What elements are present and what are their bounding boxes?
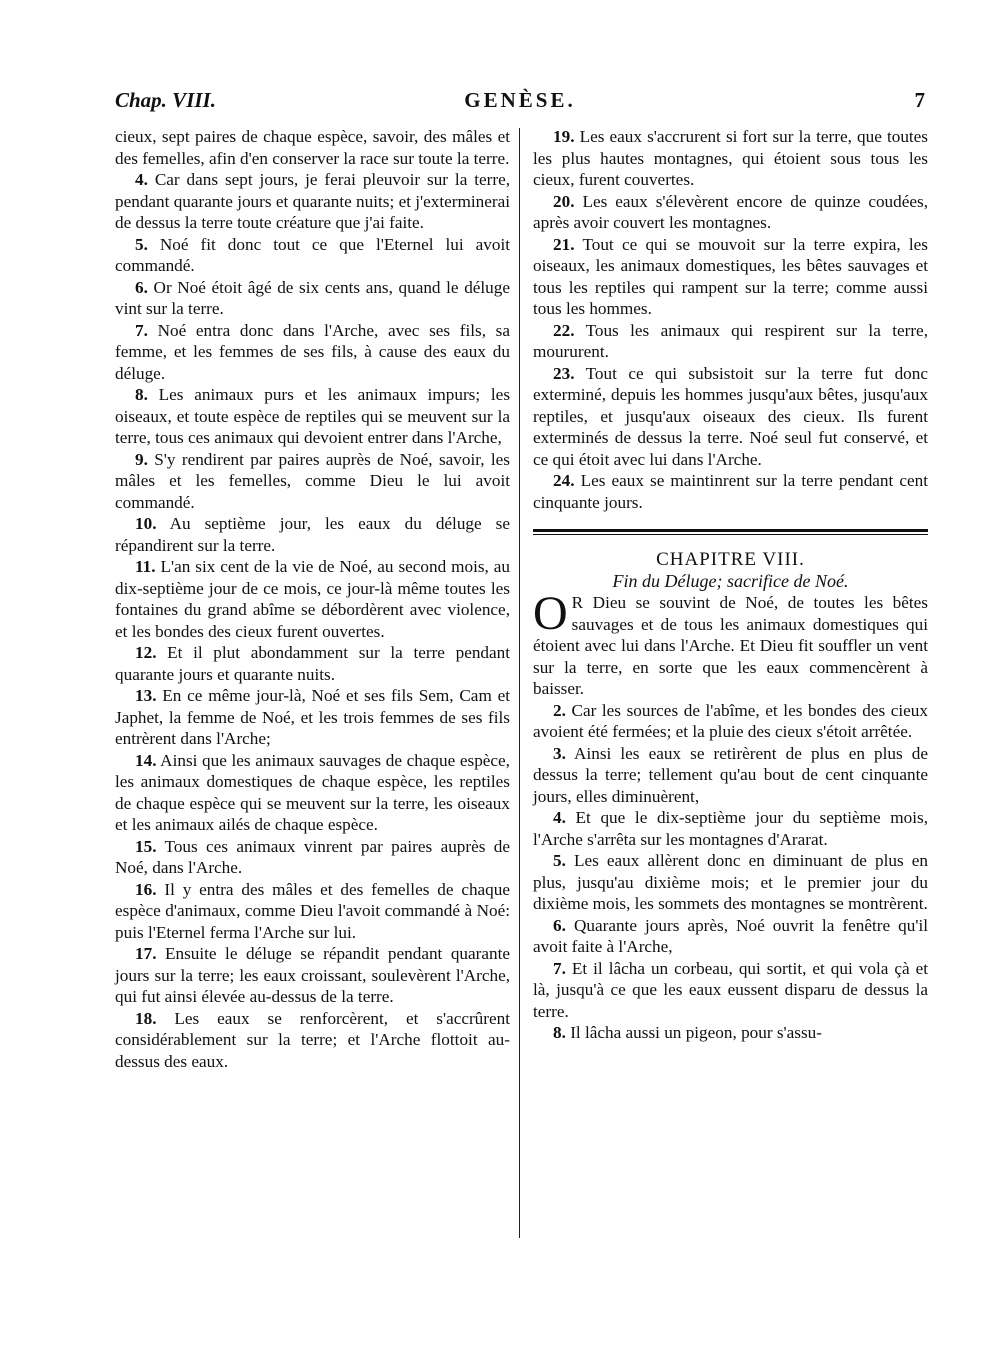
verse-number: 8. bbox=[135, 385, 148, 404]
verse-text: Tous ces animaux vinrent par paires auprès de Noé, dans l'Arche. bbox=[115, 836, 510, 877]
verse-text: Il lâcha aussi un pigeon, pour s'assu- bbox=[570, 1023, 822, 1042]
right-column bbox=[533, 126, 928, 1044]
verse-text: Ensuite le déluge se répandit pendant quarante jours sur la terre; les eaux croissant, soulevèrent l'Arche, qui fut ainsi élevée au-dessus de la terre. bbox=[115, 944, 511, 1006]
verse-v11 bbox=[115, 556, 510, 642]
verse-c8 bbox=[533, 1022, 928, 1044]
verse-text: Les animaux purs et les animaux impurs; les oiseaux, et toute espèce de reptiles qui se meuvent sur la terre, tous ces animaux qui devoient entrer dans l'Arche, bbox=[115, 385, 511, 447]
verse-number: 18. bbox=[135, 1008, 157, 1028]
verse-v24 bbox=[533, 470, 928, 513]
verse-text: Car dans sept jours, je ferai pleuvoir sur la terre, pendant quarante jours et quarante nuits; et j'exterminerai de dessus la terre toute créature que j'ai faite. bbox=[115, 170, 511, 232]
verse-text: Il y entra des mâles et des femelles de chaque espèce d'animaux, comme Dieu l'avoit commandé à Noé: puis l'Eternel ferma l'Arche sur lui. bbox=[115, 879, 511, 942]
chapter-summary: Fin du Déluge; sacrifice de Noé. bbox=[612, 570, 849, 591]
verse-number: 24. bbox=[553, 471, 575, 490]
verse-number: 19. bbox=[553, 127, 575, 146]
column-divider bbox=[519, 128, 520, 1238]
verse-number: 4. bbox=[135, 170, 148, 189]
chapter-separator-rule bbox=[533, 529, 928, 535]
verse-v7 bbox=[115, 320, 510, 385]
verse-text: Ainsi que les animaux sauvages de chaque espèce, les animaux domestiques de chaque espèce, les reptiles de chaque espèce qui se meuvent sur la terre, les oiseaux et les animaux ailés de chaque espèce. bbox=[115, 750, 510, 834]
chapter-running-head: Chap. VIII. bbox=[115, 88, 216, 112]
chapter-title: CHAPITRE VIII. bbox=[656, 549, 805, 570]
verse-text: Ainsi les eaux se retirèrent de plus en plus de dessus la terre; tellement qu'au bout de cent cinquante jours, elles diminuèrent, bbox=[533, 743, 928, 806]
first-verse bbox=[533, 587, 928, 700]
verse-number: 3. bbox=[553, 743, 566, 763]
verse-number: 4. bbox=[553, 808, 566, 827]
verse-c6 bbox=[533, 915, 928, 958]
verse-number: 23. bbox=[553, 363, 575, 383]
book-title: GENÈSE. bbox=[464, 88, 576, 112]
verse-cont bbox=[115, 126, 510, 169]
page-header bbox=[115, 88, 925, 118]
verse-v21 bbox=[533, 234, 928, 320]
verse-c4 bbox=[533, 807, 928, 850]
verse-v5 bbox=[115, 234, 510, 277]
verse-number: 20. bbox=[553, 191, 575, 211]
verse-c2 bbox=[533, 700, 928, 743]
verse-text: S'y rendirent par paires auprès de Noé, savoir, les mâles et les femelles, comme Dieu le lui avoit commandé. bbox=[115, 449, 510, 512]
verse-text: Les eaux allèrent donc en diminuant de plus en plus, jusqu'au dixième mois; et le premier jour du dixième mois, les sommets des montagnes se montrèrent. bbox=[533, 851, 929, 913]
verse-number: 7. bbox=[553, 958, 566, 978]
verse-c7 bbox=[533, 958, 928, 1023]
verse-text: Tous les animaux qui respirent sur la terre, moururent. bbox=[533, 320, 928, 361]
verse-text: Et il plut abondamment sur la terre pendant quarante jours et quarante nuits. bbox=[115, 643, 511, 684]
first-verse-text: R Dieu se souvint de Noé, de toutes les bêtes sauvages et de tous les animaux domestiques qui étoient avec lui dans l'Arche. Et Dieu fit souffler un vent sur la terre, en sorte que les eaux commencèrent à baisser. bbox=[533, 593, 928, 698]
verse-text: Tout ce qui se mouvoit sur la terre expira, les oiseaux, les animaux domestiques, les bêtes sauvages et tous les reptiles qui rampent sur la terre; comme aussi tous les hommes. bbox=[533, 234, 928, 318]
verse-v12 bbox=[115, 642, 510, 685]
drop-cap: O bbox=[533, 587, 568, 640]
verse-number: 5. bbox=[135, 234, 148, 254]
verse-number: 21. bbox=[553, 234, 575, 254]
verse-v13 bbox=[115, 685, 510, 750]
verse-v16 bbox=[115, 879, 510, 944]
verse-text: L'an six cent de la vie de Noé, au second mois, au dix-septième jour de ce mois, ce jour-là même toutes les fontaines du grand abîme se débordèrent avec violence, et les bondes des cieux furent ouvertes. bbox=[115, 557, 511, 641]
verse-number: 8. bbox=[553, 1023, 566, 1042]
verse-v20 bbox=[533, 191, 928, 234]
verse-c5 bbox=[533, 850, 928, 915]
verse-c3 bbox=[533, 743, 928, 808]
verse-v9 bbox=[115, 449, 510, 514]
verse-text: Les eaux se maintinrent sur la terre pendant cent cinquante jours. bbox=[533, 471, 929, 512]
verse-number: 17. bbox=[135, 944, 157, 963]
verse-v18 bbox=[115, 1008, 510, 1073]
verse-text: cieux, sept paires de chaque espèce, savoir, des mâles et des femelles, afin d'en conserver la race sur toute la terre. bbox=[115, 127, 510, 168]
verse-v8 bbox=[115, 384, 510, 449]
verse-v6 bbox=[115, 277, 510, 320]
verse-text: Et que le dix-septième jour du septième mois, l'Arche s'arrêta sur les montagnes d'Ararat. bbox=[533, 808, 928, 849]
verse-text: Les eaux s'accrurent si fort sur la terre, que toutes les plus hautes montagnes, qui étoient sous tous les cieux, furent couvertes. bbox=[533, 127, 929, 189]
verse-v22 bbox=[533, 320, 928, 363]
verse-number: 9. bbox=[135, 449, 148, 469]
verse-number: 14. bbox=[135, 750, 157, 770]
verse-text: Car les sources de l'abîme, et les bondes des cieux avoient été fermées; et la pluie des cieux s'étoit arrêtée. bbox=[533, 700, 928, 741]
verse-number: 15. bbox=[135, 836, 157, 856]
verse-number: 7. bbox=[135, 320, 148, 340]
page-number: 7 bbox=[914, 88, 925, 112]
verse-v19 bbox=[533, 126, 928, 191]
verse-v15 bbox=[115, 836, 510, 879]
verse-text: Au septième jour, les eaux du déluge se répandirent sur la terre. bbox=[115, 514, 510, 555]
verse-text: En ce même jour-là, Noé et ses fils Sem, Cam et Japhet, la femme de Noé, et les trois femmes de ses fils entrèrent dans l'Arche; bbox=[115, 686, 511, 748]
verse-text: Tout ce qui subsistoit sur la terre fut donc exterminé, depuis les hommes jusqu'aux bêtes, jusqu'aux reptiles, et jusqu'aux oiseaux des cieux. Ils furent exterminés de dessus la terre. Noé seul fut conservé, et ce qui étoit avec lui dans l'Arche. bbox=[533, 363, 928, 469]
verse-text: Les eaux s'élevèrent encore de quinze coudées, après avoir couvert les montagnes. bbox=[533, 191, 928, 232]
verse-number: 22. bbox=[553, 320, 575, 340]
verse-text: Les eaux se renforcèrent, et s'accrûrent considérablement sur la terre; et l'Arche flottoit au-dessus des eaux. bbox=[115, 1008, 510, 1071]
left-column bbox=[115, 126, 510, 1072]
verse-text: Noé entra donc dans l'Arche, avec ses fils, sa femme, et les femmes de ses fils, à cause des eaux du déluge. bbox=[115, 320, 510, 383]
verse-number: 6. bbox=[135, 277, 148, 297]
verse-text: Quarante jours après, Noé ouvrit la fenêtre qu'il avoit faite à l'Arche, bbox=[533, 915, 928, 956]
verse-v14 bbox=[115, 750, 510, 836]
verse-number: 11. bbox=[135, 557, 156, 576]
verse-number: 13. bbox=[135, 686, 157, 705]
verse-v10 bbox=[115, 513, 510, 556]
verse-v17 bbox=[115, 943, 510, 1008]
verse-number: 16. bbox=[135, 879, 157, 899]
verse-v4 bbox=[115, 169, 510, 234]
right-column-verses bbox=[533, 126, 928, 513]
verse-number: 10. bbox=[135, 514, 157, 533]
verse-text: Or Noé étoit âgé de six cents ans, quand le déluge vint sur la terre. bbox=[115, 277, 511, 318]
verse-number: 2. bbox=[553, 700, 566, 720]
verse-number: 5. bbox=[553, 851, 566, 870]
verse-number: 12. bbox=[135, 643, 157, 662]
verse-v23 bbox=[533, 363, 928, 471]
verse-text: Noé fit donc tout ce que l'Eternel lui avoit commandé. bbox=[115, 234, 510, 275]
verse-text: Et il lâcha un corbeau, qui sortit, et qui vola çà et là, jusqu'à ce que les eaux eussent disparu de dessus la terre. bbox=[533, 958, 928, 1021]
verse-number: 6. bbox=[553, 915, 566, 935]
chapter-eight-verses bbox=[533, 700, 928, 1044]
